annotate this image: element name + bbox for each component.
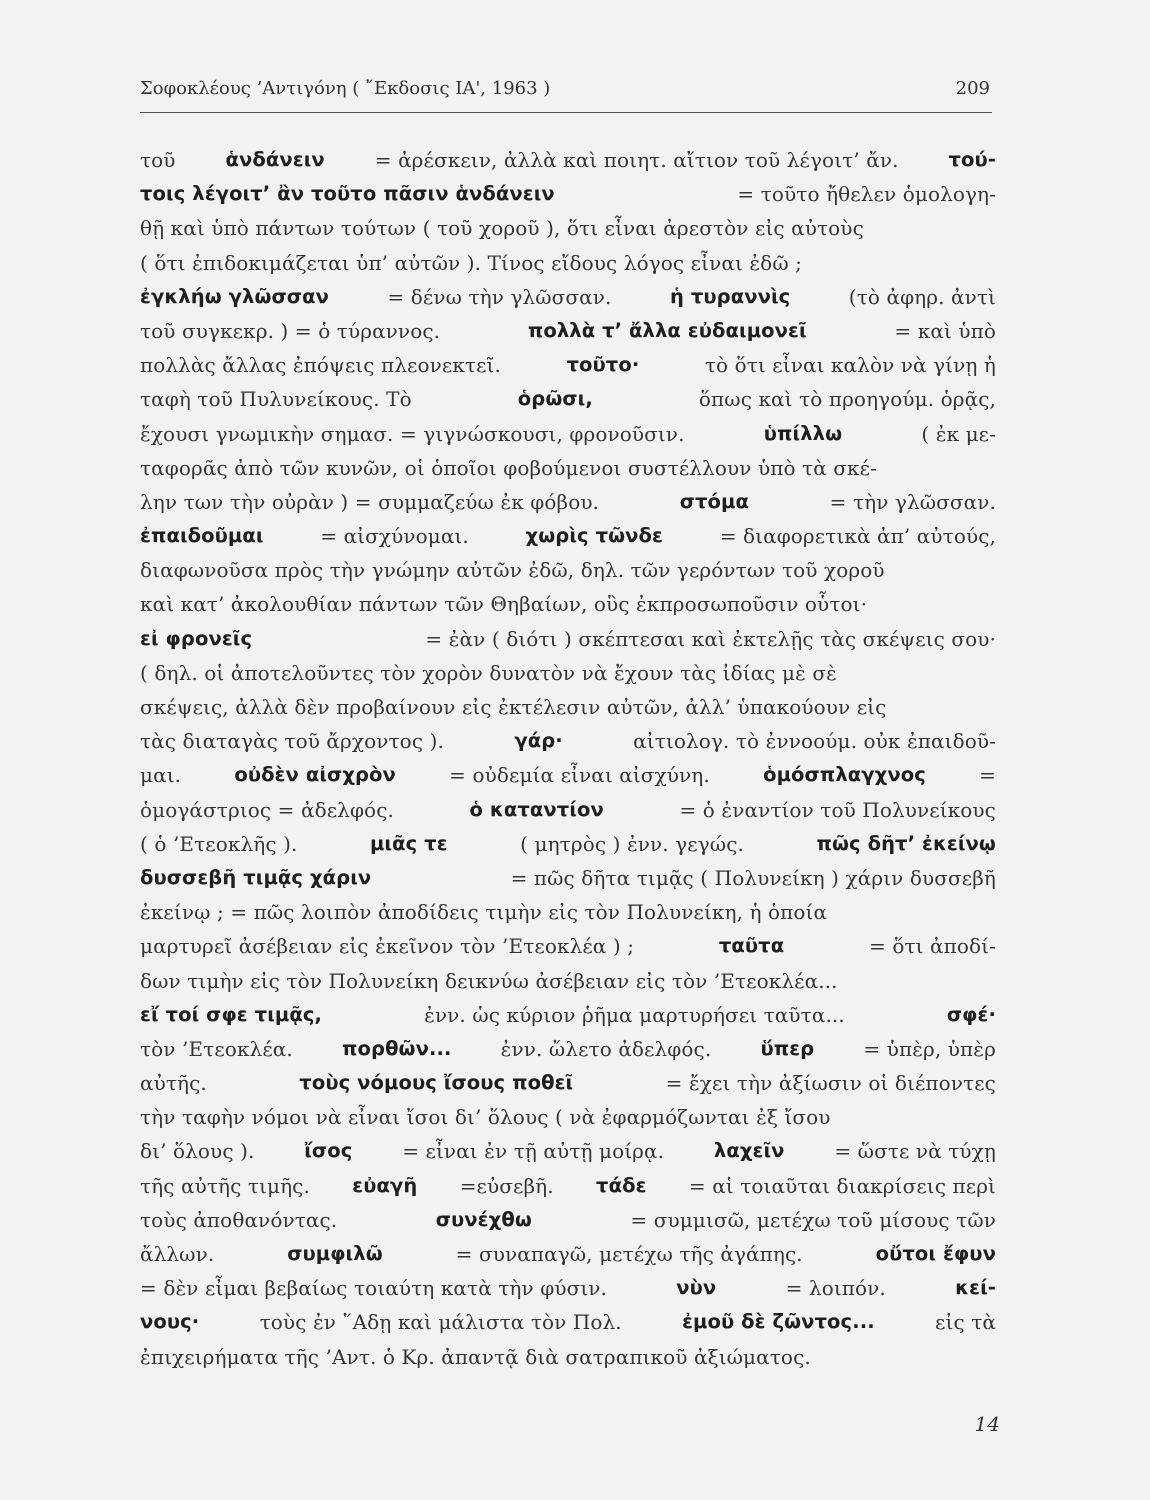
gloss-text: αἰτιολογ. τὸ ἐννοούμ. οὐκ ἐπαιδοῦ- bbox=[633, 729, 996, 754]
gloss-text: = καὶ ὑπὸ bbox=[894, 318, 996, 343]
text-line bbox=[140, 827, 996, 861]
lemma-term: νὺν bbox=[676, 1276, 717, 1300]
lemma-term: ἡ τυραννὶς bbox=[669, 284, 791, 308]
signature-mark: 14 bbox=[974, 1412, 1000, 1436]
lemma-term: συνέχθω bbox=[435, 1207, 532, 1231]
commentary-text bbox=[140, 143, 996, 1374]
text-line bbox=[140, 998, 996, 1032]
lemma-term: ἴσος bbox=[304, 1139, 353, 1163]
lemma-term: εἴ τοί σφε τιμᾷς, bbox=[140, 1002, 323, 1026]
text-line bbox=[140, 861, 996, 895]
lemma-term: ἐμοῦ δὲ ζῶντος... bbox=[682, 1310, 875, 1334]
text-line bbox=[140, 1100, 996, 1134]
lemma-term: τού- bbox=[948, 148, 996, 171]
text-line bbox=[140, 211, 996, 245]
page-number: 209 bbox=[955, 78, 990, 99]
lemma-term: εἰ φρονεῖς bbox=[140, 626, 253, 650]
gloss-text: τὸ ὅτι εἶναι καλὸν νὰ γίνῃ ἡ bbox=[704, 353, 996, 378]
lemma-term: γάρ· bbox=[514, 729, 563, 753]
lemma-term: συμφιλῶ bbox=[287, 1242, 383, 1265]
text-line bbox=[140, 314, 996, 348]
gloss-text: ταφορᾶς ἀπὸ τῶν κυνῶν, οἱ ὁποῖοι φοβούμενοι συστέλλουν ὑπὸ τὰ σκέ- bbox=[140, 455, 877, 480]
text-line bbox=[140, 656, 996, 690]
text-line bbox=[140, 964, 996, 998]
text-line bbox=[140, 519, 996, 553]
lemma-term: χωρὶς τῶνδε bbox=[525, 524, 664, 548]
lemma-term: ὁ καταντίον bbox=[469, 797, 604, 821]
gloss-text: πολλὰς ἄλλας ἐπόψεις πλεονεκτεῖ. bbox=[140, 353, 501, 378]
gloss-text: ( δηλ. οἱ ἀποτελοῦντες τὸν χορὸν δυνατὸν νὰ ἔχουν τὰς ἰδίας μὲ σὲ bbox=[140, 660, 838, 685]
lemma-term: τοὺς νόμους ἴσους ποθεῖ bbox=[299, 1071, 574, 1095]
gloss-text: σκέψεις, ἀλλὰ δὲν προβαίνουν εἰς ἐκτέλεσιν αὐτῶν, ἀλλ’ ὑπακούουν εἰς bbox=[140, 695, 887, 719]
gloss-text: ἔχουσι γνωμικὴν σημασ. = γιγνώσκουσι, φρονοῦσιν. bbox=[140, 421, 685, 446]
gloss-text: τὸν ’Ετεοκλέα. bbox=[140, 1036, 293, 1061]
lemma-term: ἁνδάνειν bbox=[225, 148, 325, 171]
lemma-term: ταῦτα bbox=[718, 934, 785, 958]
gloss-text: τὰς διαταγὰς τοῦ ἄρχοντος ). bbox=[140, 729, 444, 754]
text-line bbox=[140, 348, 996, 382]
running-header bbox=[140, 78, 990, 99]
gloss-text: ( μητρὸς ) ἐνν. γεγώς. bbox=[520, 831, 744, 856]
gloss-text: τοὺς ἀποθανόντας. bbox=[140, 1207, 338, 1232]
gloss-text: ταφὴ τοῦ Πυλυνείκους. Τὸ bbox=[140, 387, 412, 412]
lemma-term: τοῦτο· bbox=[566, 353, 640, 377]
gloss-text: μαι. bbox=[140, 763, 182, 788]
lemma-term: τοις λέγοιτ’ ἂν τοῦτο πᾶσιν ἁνδάνειν bbox=[140, 182, 555, 206]
gloss-text: = ὅτι ἀποδί- bbox=[869, 934, 996, 959]
gloss-text: αὐτῆς. bbox=[140, 1071, 207, 1096]
running-title: Σοφοκλέους ’Αντιγόνη ( ῎Εκδοσις ΙΑ', 1963 ) bbox=[140, 78, 551, 99]
lemma-term: οὔτοι ἔφυν bbox=[875, 1242, 996, 1265]
lemma-term: νους· bbox=[140, 1310, 200, 1334]
text-line bbox=[140, 622, 996, 656]
gloss-text: = ἔχει τὴν ἀξίωσιν οἱ διέποντες bbox=[665, 1071, 996, 1096]
lemma-term: λαχεῖν bbox=[713, 1139, 785, 1163]
gloss-text: = ὁ ἐναντίον τοῦ Πολυνείκους bbox=[679, 797, 996, 822]
lemma-term: ὕπερ bbox=[760, 1036, 815, 1060]
gloss-text: = δένω τὴν γλῶσσαν. bbox=[387, 284, 612, 309]
gloss-text: δων τιμὴν εἰς τὸν Πολυνείκη δεικνύω ἀσέβειαν εἰς τὸν ’Ετεοκλέα... bbox=[140, 968, 838, 993]
lemma-term: σφέ· bbox=[946, 1002, 996, 1026]
gloss-text: = αἰσχύνομαι. bbox=[320, 524, 469, 549]
text-line bbox=[140, 793, 996, 827]
gloss-text: = διαφορετικὰ ἀπ’ αὐτούς, bbox=[719, 524, 996, 549]
gloss-text: ἐνν. ὡς κύριον ῥῆμα μαρτυρήσει ταῦτα... bbox=[424, 1002, 845, 1027]
gloss-text: = ἀρέσκειν, ἀλλὰ καὶ ποιητ. αἴτιον τοῦ λέγοιτ’ ἄν. bbox=[374, 148, 899, 172]
gloss-text: = ὑπὲρ, ὑπὲρ bbox=[863, 1036, 996, 1061]
text-line bbox=[140, 1169, 996, 1203]
gloss-text: =εὐσεβῆ. bbox=[459, 1173, 554, 1198]
gloss-text: = λοιπόν. bbox=[785, 1276, 886, 1301]
gloss-text: = εἶναι ἐν τῇ αὐτῇ μοίρᾳ. bbox=[402, 1139, 665, 1164]
gloss-text: = συμμισῶ, μετέχω τοῦ μίσους τῶν bbox=[630, 1207, 996, 1232]
gloss-text: τοῦ bbox=[140, 148, 176, 172]
text-line bbox=[140, 929, 996, 963]
gloss-text: = συναπαγῶ, μετέχω τῆς ἀγάπης. bbox=[455, 1242, 803, 1266]
gloss-text: τὴν ταφὴν νόμοι νὰ εἶναι ἴσοι δι’ ὅλους ( νὰ ἐφαρμόζωνται ἐξ ἴσου bbox=[140, 1105, 831, 1130]
gloss-text: τῆς αὐτῆς τιμῆς. bbox=[140, 1173, 310, 1198]
lemma-term: κεί- bbox=[955, 1276, 996, 1300]
gloss-text: ( ὁ ’Ετεοκλῆς ). bbox=[140, 831, 298, 856]
lemma-term: στόμα bbox=[679, 489, 749, 513]
lemma-term: πολλὰ τ’ ἄλλα εὐδαιμονεῖ bbox=[527, 318, 807, 342]
gloss-text: = τὴν γλῶσσαν. bbox=[829, 489, 996, 514]
gloss-text: λην των τὴν οὐρὰν ) = συμμαζεύω ἐκ φόβου. bbox=[140, 489, 600, 514]
text-line bbox=[140, 587, 996, 621]
text-line bbox=[140, 280, 996, 314]
text-line bbox=[140, 758, 996, 792]
gloss-text: = οὐδεμία εἶναι αἰσχύνη. bbox=[449, 763, 710, 788]
lemma-term: δυσσεβῆ τιμᾷς χάριν bbox=[140, 865, 372, 889]
lemma-term: εὐαγῆ bbox=[352, 1173, 418, 1197]
gloss-text: καὶ κατ’ ἀκολουθίαν πάντων τῶν Θηβαίων, οὓς ἐκπροσωποῦσιν οὗτοι· bbox=[140, 592, 868, 617]
gloss-text: = αἱ τοιαῦται διακρίσεις περὶ bbox=[688, 1173, 996, 1198]
gloss-text: = δὲν εἶμαι βεβαίως τοιαύτη κατὰ τὴν φύσιν. bbox=[140, 1276, 607, 1301]
lemma-term: ὁμόσπλαγχνος bbox=[763, 763, 926, 787]
gloss-text: ( ἐκ με- bbox=[921, 421, 996, 446]
text-line bbox=[140, 1066, 996, 1100]
gloss-text: = τοῦτο ἤθελεν ὁμολογη- bbox=[737, 182, 996, 207]
text-line bbox=[140, 724, 996, 758]
text-line bbox=[140, 1305, 996, 1339]
gloss-text: τοὺς ἐν ῞Αδῃ καὶ μάλιστα τὸν Πολ. bbox=[259, 1310, 622, 1335]
gloss-text: εἰς τὰ bbox=[935, 1310, 996, 1335]
text-line bbox=[140, 382, 996, 416]
text-line bbox=[140, 690, 996, 724]
lemma-term: πορθῶν... bbox=[341, 1036, 452, 1060]
text-line bbox=[140, 143, 996, 177]
gloss-text: (τὸ ἀφηρ. ἀντὶ bbox=[848, 284, 996, 309]
gloss-text: = πῶς δῆτα τιμᾷς ( Πολυνείκη ) χάριν δυσσεβῆ bbox=[510, 865, 996, 890]
gloss-text: ἐνν. ὤλετο ἀδελφός. bbox=[500, 1036, 712, 1061]
gloss-text: δι’ ὅλους ). bbox=[140, 1139, 255, 1164]
gloss-text: = ἐὰν ( διότι ) σκέπτεσαι καὶ ἐκτελῇς τὰς σκέψεις σου· bbox=[425, 626, 996, 651]
text-line bbox=[140, 246, 996, 280]
lemma-term: ὑπίλλω bbox=[763, 421, 843, 445]
text-line bbox=[140, 1340, 996, 1374]
lemma-term: τάδε bbox=[596, 1173, 647, 1197]
gloss-text: θῇ καὶ ὑπὸ πάντων τούτων ( τοῦ χοροῦ ), ὅτι εἶναι ἀρεστὸν εἰς αὐτοὺς bbox=[140, 216, 864, 241]
text-line bbox=[140, 417, 996, 451]
gloss-text: μαρτυρεῖ ἀσέβειαν εἰς ἐκεῖνον τὸν ’Ετεοκλέα ) ; bbox=[140, 934, 635, 959]
gloss-text: ὁμογάστριος = ἀδελφός. bbox=[140, 797, 394, 822]
lemma-term: οὐδὲν αἰσχρὸν bbox=[234, 763, 396, 787]
gloss-text: τοῦ συγκεκρ. ) = ὁ τύραννος. bbox=[140, 318, 441, 343]
gloss-text: ἐπιχειρήματα τῆς ’Αντ. ὁ Κρ. ἀπαντᾷ διὰ σατραπικοῦ ἀξιώματος. bbox=[140, 1344, 811, 1369]
text-line bbox=[140, 451, 996, 485]
text-line bbox=[140, 1134, 996, 1168]
text-line bbox=[140, 1271, 996, 1305]
text-line bbox=[140, 1203, 996, 1237]
gloss-text: ἄλλων. bbox=[140, 1242, 215, 1266]
gloss-text: ( ὅτι ἐπιδοκιμάζεται ὑπ’ αὐτῶν ). Τίνος εἴδους λόγος εἶναι ἐδῶ ; bbox=[140, 250, 803, 275]
text-line bbox=[140, 485, 996, 519]
text-line bbox=[140, 553, 996, 587]
gloss-text: = ὥστε νὰ τύχῃ bbox=[834, 1139, 996, 1164]
gloss-text: διαφωνοῦσα πρὸς τὴν γνώμην αὐτῶν ἐδῶ, δηλ. τῶν γερόντων τοῦ χοροῦ bbox=[140, 558, 885, 583]
header-rule bbox=[140, 112, 992, 113]
lemma-term: ὁρῶσι, bbox=[517, 387, 593, 411]
gloss-text: ἐκείνῳ ; = πῶς λοιπὸν ἀποδίδεις τιμὴν εἰς τὸν Πολυνείκη, ἡ ὁποία bbox=[140, 900, 828, 925]
text-line bbox=[140, 1237, 996, 1271]
text-line bbox=[140, 177, 996, 211]
lemma-term: ἐγκλήω γλῶσσαν bbox=[140, 284, 329, 308]
lemma-term: πῶς δῆτ’ ἐκείνῳ bbox=[816, 831, 996, 855]
lemma-term: ἐπαιδοῦμαι bbox=[140, 524, 264, 548]
gloss-text: = bbox=[979, 763, 996, 788]
text-line bbox=[140, 895, 996, 929]
lemma-term: μιᾶς τε bbox=[369, 831, 448, 855]
gloss-text: ὅπως καὶ τὸ προηγούμ. ὁρᾷς, bbox=[698, 387, 996, 412]
text-line bbox=[140, 1032, 996, 1066]
